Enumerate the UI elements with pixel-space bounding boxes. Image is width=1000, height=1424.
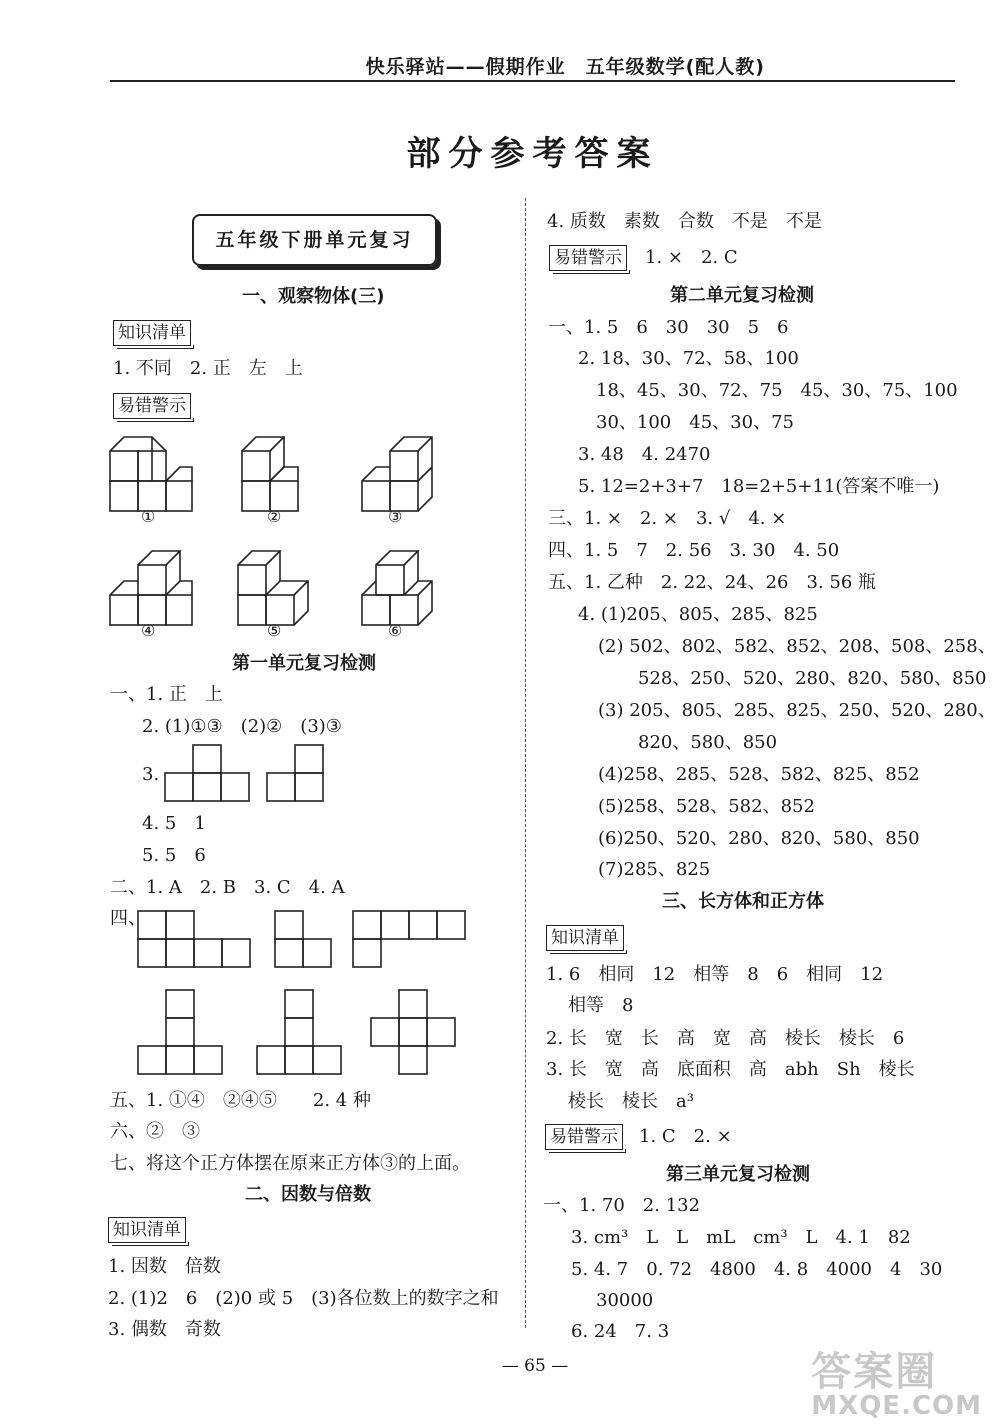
- section1-title: 一、观察物体(三): [242, 286, 385, 307]
- answer-line: 4. 5 1: [142, 813, 206, 834]
- answer-line: 2. (1)①③ (2)② (3)③: [142, 716, 342, 737]
- figure-label: ②: [267, 507, 282, 526]
- answer-line: 4. 质数 素数 合数 不是 不是: [547, 211, 822, 232]
- watermark-text: 答案圈: [811, 1349, 938, 1395]
- answer-line: 5. 5 6: [142, 845, 206, 866]
- answer-line: (3) 205、805、285、825、250、520、280、: [598, 700, 996, 721]
- unit3-title: 第三单元复习检测: [666, 1164, 810, 1185]
- error-warning-label: 易错警示: [113, 393, 191, 419]
- watermark-logo: [811, 1340, 982, 1421]
- answer-line: 30000: [596, 1290, 654, 1311]
- answer-line: 三、1. × 2. × 3. √ 4. ×: [548, 508, 787, 529]
- answer-line: 1. 6 相同 12 相等 8 6 相同 12: [546, 964, 884, 985]
- answer-line: (4)258、285、528、582、825、852: [598, 764, 920, 785]
- knowledge-list-label: 知识清单: [113, 320, 191, 346]
- figure-label: ④: [141, 621, 156, 640]
- answer-line: (6)250、520、280、820、580、850: [598, 828, 920, 849]
- figure-label: ①: [141, 507, 156, 526]
- answer-line: 七、将这个正方体摆在原来正方体③的上面。: [110, 1153, 470, 1174]
- answer-line: 相等 8: [568, 995, 634, 1016]
- page-header: [110, 52, 955, 82]
- section3-title: 三、长方体和正方体: [662, 891, 824, 912]
- answer-line: 六、② ③: [110, 1121, 200, 1142]
- answer-line: 528、250、520、280、820、580、850: [638, 668, 987, 689]
- watermark-url: MXQE.COM: [811, 1391, 982, 1421]
- answer-line: 3. 偶数 奇数: [108, 1319, 221, 1340]
- answer-line: 3. cm³ L L mL cm³ L 4. 1 82: [571, 1227, 911, 1248]
- answer-line: 6. 24 7. 3: [571, 1321, 670, 1342]
- answer-line: (7)285、825: [598, 859, 711, 880]
- answer-line: 棱长 棱长 a³: [568, 1091, 694, 1112]
- cube-figures: [100, 425, 450, 645]
- answer-line: 一、1. 70 2. 132: [543, 1195, 701, 1216]
- figure-label: ③: [388, 507, 403, 526]
- knowledge-list-label: 知识清单: [108, 1217, 186, 1243]
- answer-line: 30、100 45、30、75: [596, 412, 794, 433]
- answer-line: 1. 因数 倍数: [108, 1256, 221, 1277]
- error-warning-label: 易错警示: [549, 245, 627, 271]
- figure-label: ⑥: [388, 621, 403, 640]
- knowledge-list-label: 知识清单: [546, 925, 624, 951]
- answer-line: 五、1. ①④ ②④⑤ 2. 4 种: [110, 1090, 371, 1111]
- unit2-title: 第二单元复习检测: [670, 285, 814, 306]
- answer-line: 4. (1)205、805、285、825: [578, 604, 818, 625]
- answer-line: 18、45、30、72、75 45、30、75、100: [596, 380, 958, 401]
- answer-line: 一、1. 正 上: [110, 684, 223, 705]
- answer-line: 四、: [110, 908, 146, 929]
- header-text: 快乐驿站——假期作业 五年级数学(配人教): [365, 56, 765, 78]
- unit1-title: 第一单元复习检测: [232, 653, 376, 674]
- page-title: 部分参考答案: [406, 134, 659, 174]
- net-drawings: [135, 908, 470, 1078]
- answer-line: 3.: [142, 764, 160, 785]
- answer-line: 1. C 2. ×: [639, 1126, 732, 1147]
- answer-line: 5. 4. 7 0. 72 4800 4. 8 4000 4 30: [571, 1259, 943, 1280]
- answer-line: 2. (1)2 6 (2)0 或 5 (3)各位数上的数字之和: [108, 1288, 499, 1309]
- answer-line: 3. 48 4. 2470: [578, 444, 711, 465]
- answer-line: 五、1. 乙种 2. 22、24、26 3. 56 瓶: [548, 572, 877, 593]
- figure-label: ⑤: [267, 621, 282, 640]
- answer-line: 1. 不同 2. 正 左 上: [113, 358, 303, 379]
- answer-line: (2) 502、802、582、852、208、508、258、: [598, 636, 996, 657]
- section2-title: 二、因数与倍数: [245, 1184, 371, 1205]
- answer-line: 3. 长 宽 高 底面积 高 abh Sh 棱长: [546, 1059, 915, 1080]
- answer-line: 820、580、850: [638, 732, 778, 753]
- answer-line: 2. 长 宽 长 高 宽 高 棱长 棱长 6: [546, 1028, 905, 1049]
- answer-line: (5)258、528、582、852: [598, 796, 815, 817]
- error-warning-label: 易错警示: [545, 1124, 623, 1150]
- answer-line: 2. 18、30、72、58、100: [578, 348, 799, 369]
- page-number: — 65 —: [501, 1356, 569, 1376]
- answer-line: 二、1. A 2. B 3. C 4. A: [110, 877, 345, 898]
- answer-line: 一、1. 5 6 30 30 5 6: [548, 317, 789, 338]
- section-banner-text: 五年级下册单元复习: [215, 229, 414, 251]
- section-banner: [192, 214, 437, 266]
- answer-line: 四、1. 5 7 2. 56 3. 30 4. 50: [548, 540, 840, 561]
- answer-line: 5. 12=2+3+7 18=2+5+11(答案不唯一): [578, 476, 940, 497]
- column-divider: [525, 198, 526, 1328]
- answer-line: 1. × 2. C: [645, 247, 738, 268]
